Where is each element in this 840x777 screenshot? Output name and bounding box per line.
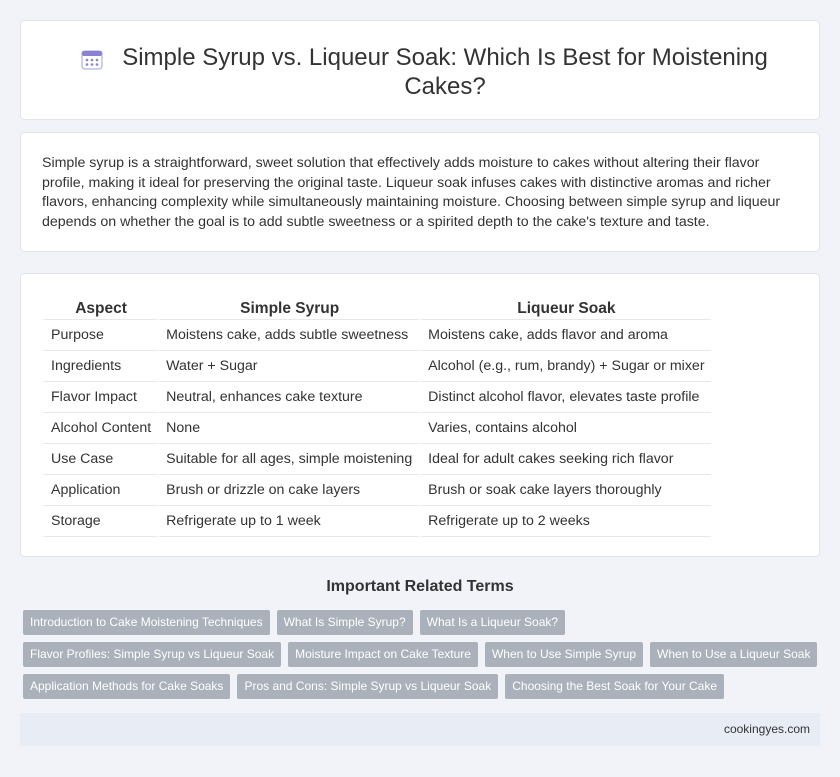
tag-link[interactable]: Flavor Profiles: Simple Syrup vs Liqueur Soak <box>23 642 281 667</box>
header-aspect: Aspect <box>42 294 157 320</box>
table-header-row <box>42 294 711 320</box>
aspect-cell: Storage <box>42 506 157 537</box>
table-row <box>42 382 711 413</box>
tag-link[interactable]: When to Use Simple Syrup <box>485 642 643 667</box>
simple-syrup-cell: Refrigerate up to 1 week <box>157 506 419 537</box>
table-row <box>42 475 711 506</box>
simple-syrup-cell: Moistens cake, adds subtle sweetness <box>157 320 419 351</box>
tag-link[interactable]: What Is a Liqueur Soak? <box>420 610 565 635</box>
tag-link[interactable]: Introduction to Cake Moistening Techniques <box>23 610 270 635</box>
tag-link[interactable]: What Is Simple Syrup? <box>277 610 413 635</box>
table-row <box>42 320 711 351</box>
tag-row <box>23 674 823 706</box>
aspect-cell: Ingredients <box>42 351 157 382</box>
table-row <box>42 444 711 475</box>
liqueur-soak-cell: Ideal for adult cakes seeking rich flavor <box>419 444 710 475</box>
related-terms-tags <box>23 610 823 706</box>
title-card <box>20 20 820 120</box>
header-simple-syrup: Simple Syrup <box>157 294 419 320</box>
page-title: Simple Syrup vs. Liqueur Soak: Which Is Best for Moistening Cakes? <box>122 44 768 100</box>
simple-syrup-cell: Neutral, enhances cake texture <box>157 382 419 413</box>
related-terms-heading: Important Related Terms <box>326 578 514 595</box>
intro-card <box>20 132 820 252</box>
liqueur-soak-cell: Varies, contains alcohol <box>419 413 710 444</box>
liqueur-soak-cell: Distinct alcohol flavor, elevates taste profile <box>419 382 710 413</box>
footer <box>20 713 820 746</box>
intro-paragraph: Simple syrup is a straightforward, sweet solution that effectively adds moisture to cakes without altering their flavor profile, making it ideal for preserving the original taste. Liqueur soak infuses cakes with distinctive aromas and richer flavors, enhancing complexity while simultaneously maintaining moisture. Choosing between simple syrup and liqueur depends on whether the goal is to add subtle sweetness or a spirited depth to the cake's texture and taste. <box>42 155 781 230</box>
tag-link[interactable]: Pros and Cons: Simple Syrup vs Liqueur Soak <box>237 674 498 699</box>
comparison-table <box>42 294 711 537</box>
tag-link[interactable]: Choosing the Best Soak for Your Cake <box>505 674 724 699</box>
simple-syrup-cell: None <box>157 413 419 444</box>
table-row <box>42 413 711 444</box>
tag-link[interactable]: Application Methods for Cake Soaks <box>23 674 230 699</box>
aspect-cell: Alcohol Content <box>42 413 157 444</box>
liqueur-soak-cell: Alcohol (e.g., rum, brandy) + Sugar or mixer <box>419 351 710 382</box>
simple-syrup-cell: Water + Sugar <box>157 351 419 382</box>
tag-link[interactable]: When to Use a Liqueur Soak <box>650 642 817 667</box>
aspect-cell: Flavor Impact <box>42 382 157 413</box>
liqueur-soak-cell: Brush or soak cake layers thoroughly <box>419 475 710 506</box>
simple-syrup-cell: Suitable for all ages, simple moistening <box>157 444 419 475</box>
aspect-cell: Purpose <box>42 320 157 351</box>
comparison-card <box>20 273 820 557</box>
aspect-cell: Use Case <box>42 444 157 475</box>
header-liqueur-soak: Liqueur Soak <box>419 294 710 320</box>
tag-row <box>23 642 823 674</box>
footer-site-name[interactable]: cookingyes.com <box>723 722 810 736</box>
table-row <box>42 351 711 382</box>
liqueur-soak-cell: Refrigerate up to 2 weeks <box>419 506 710 537</box>
tag-link[interactable]: Moisture Impact on Cake Texture <box>288 642 478 667</box>
simple-syrup-cell: Brush or drizzle on cake layers <box>157 475 419 506</box>
liqueur-soak-cell: Moistens cake, adds flavor and aroma <box>419 320 710 351</box>
tag-row <box>23 610 823 642</box>
table-row <box>42 506 711 537</box>
aspect-cell: Application <box>42 475 157 506</box>
